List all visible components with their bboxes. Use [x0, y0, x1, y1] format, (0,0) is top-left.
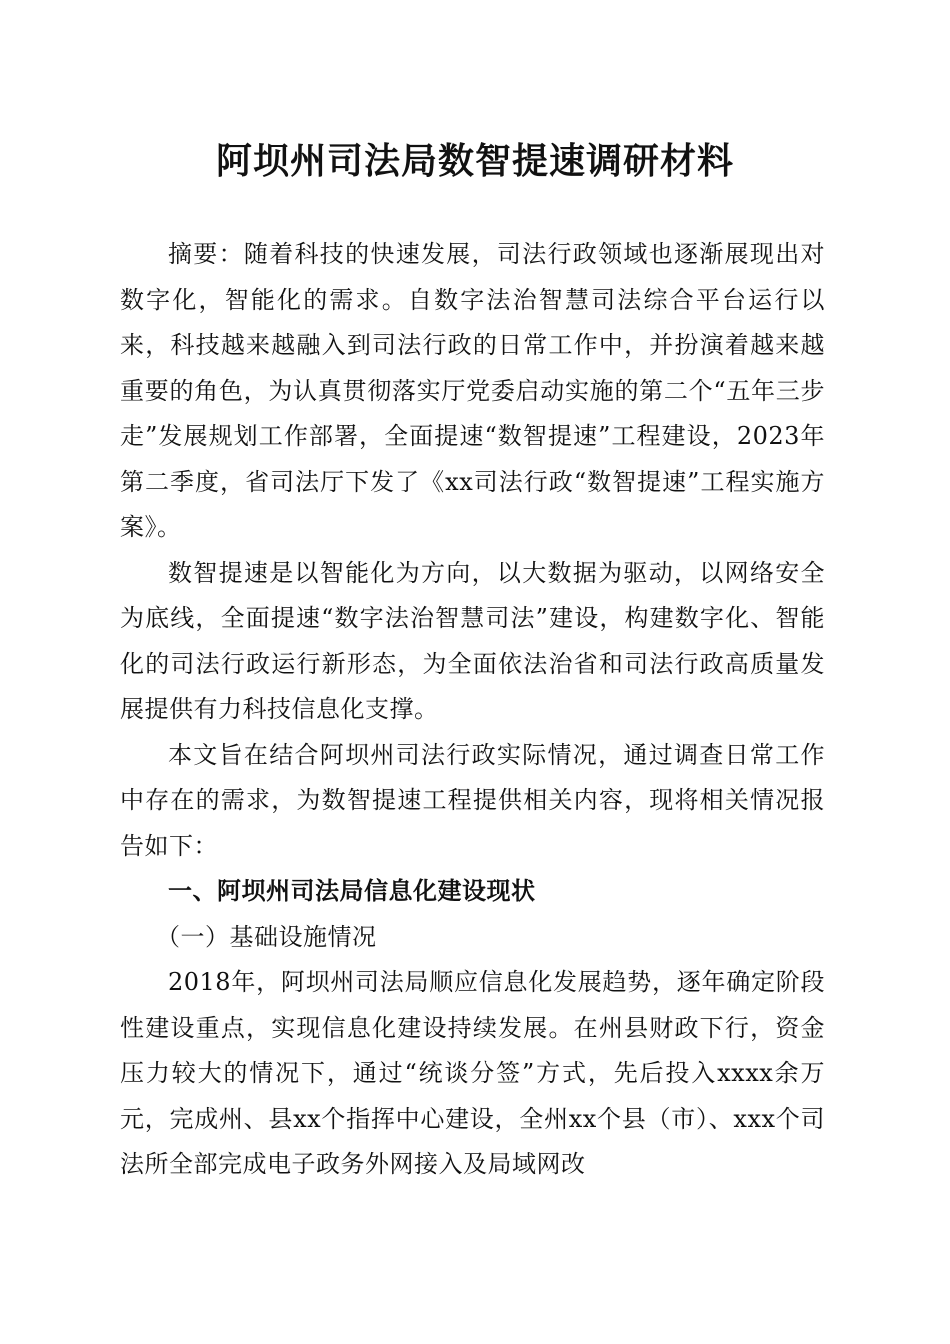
definition-paragraph: 数智提速是以智能化为方向，以大数据为驱动，以网络安全为底线，全面提速“数字法治智慧司法”建设，构建数字化、智能化的司法行政运行新形态，为全面依法治省和司法行政高质量发展提供有力科技信息化支撑。 [120, 558, 825, 723]
document-title: 阿坝州司法局数智提速调研材料 [215, 141, 734, 182]
section-heading: 一、阿坝州司法局信息化建设现状 [168, 877, 536, 905]
subsection-heading: （一）基础设施情况 [156, 922, 377, 951]
purpose-paragraph: 本文旨在结合阿坝州司法行政实际情况，通过调查日常工作中存在的需求，为数智提速工程提供相关内容，现将相关情况报告如下： [120, 740, 825, 860]
infrastructure-paragraph: 2018年，阿坝州司法局顺应信息化发展趋势，逐年确定阶段性建设重点，实现信息化建设持续发展。在州县财政下行，资金压力较大的情况下，通过“统谈分签”方式，先后投入xxxx余万元，完成州、县xx个指挥中心建设，全州xx个县（市）、xxx个司法所全部完成电子政务外网接入及局域网改 [120, 968, 825, 1178]
document-body [120, 232, 825, 1188]
abstract-paragraph: 摘要：随着科技的快速发展，司法行政领域也逐渐展现出对数字化，智能化的需求。自数字法治智慧司法综合平台运行以来，科技越来越融入到司法行政的日常工作中，并扮演着越来越重要的角色，为认真贯彻落实厅党委启动实施的第二个“五年三步走”发展规划工作部署，全面提速“数智提速”工程建设，2023年第二季度，省司法厅下发了《xx司法行政“数智提速”工程实施方案》。 [120, 240, 825, 541]
